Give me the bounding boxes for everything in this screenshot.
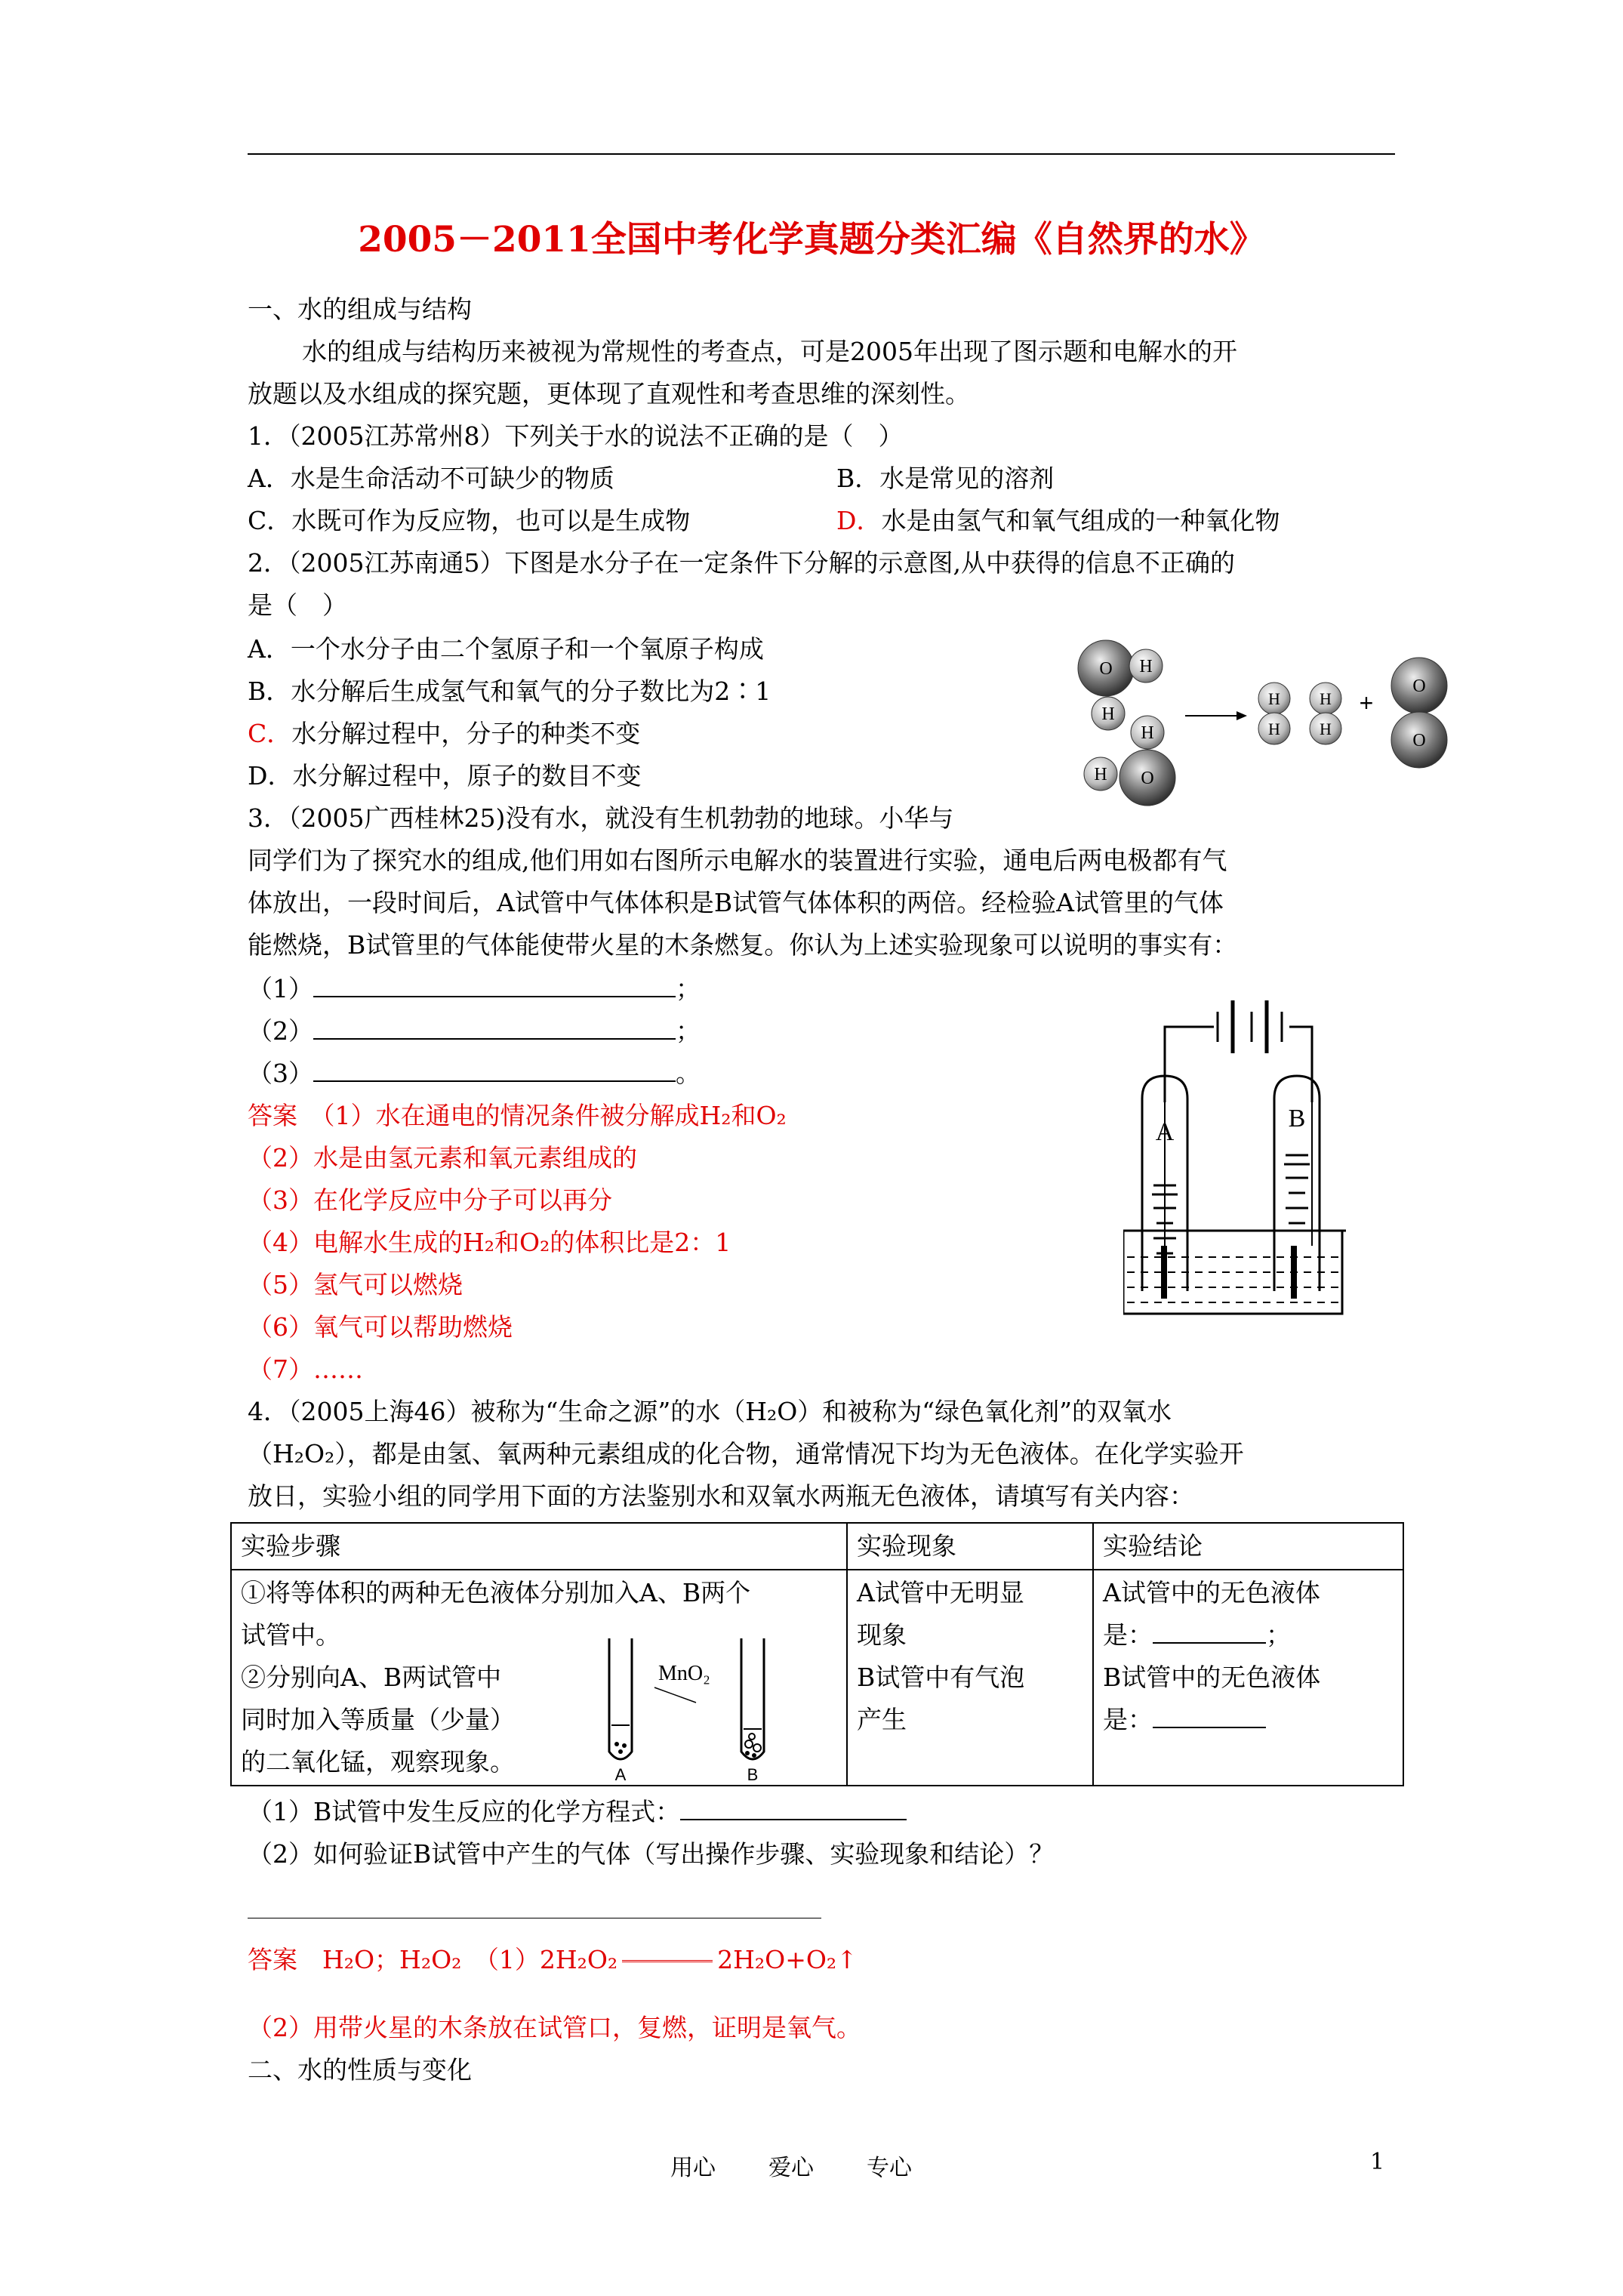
question-stem: 2．（2005江苏南通5）下图是水分子在一定条件下分解的示意图,从中获得的信息不正确的 xyxy=(248,548,1235,578)
step-text: 的二氧化锰，观察现象。 xyxy=(241,1747,515,1777)
question-stem: 同学们为了探究水的组成,他们用如右图所示电解水的装置进行实验，通电后两电极都有气 xyxy=(248,846,1227,875)
table-header: 实验结论 xyxy=(1093,1523,1403,1570)
option-c: C．水既可作为反应物，也可以是生成物 xyxy=(248,506,691,535)
phenomenon-cell xyxy=(847,1570,1093,1786)
atom-label: H xyxy=(1320,689,1332,708)
atom-label: H xyxy=(1101,704,1115,724)
fill-blank: （2） ； xyxy=(248,1016,701,1046)
answer-letter: C． xyxy=(248,719,292,748)
page-title: 2005－2011全国中考化学真题分类汇编《自然界的水》 xyxy=(358,219,1265,260)
question-stem: 4．（2005上海46）被称为“生命之源”的水（H₂O）和被称为“绿色氧化剂”的双氧水 xyxy=(248,1397,1172,1426)
answer-line: （2）用带火星的木条放在试管口，复燃，证明是氧气。 xyxy=(248,2013,861,2042)
atom-label: H xyxy=(1268,689,1280,708)
atom-label: H xyxy=(1139,657,1153,676)
tube-label: B xyxy=(1288,1105,1306,1133)
atom-label: O xyxy=(1141,769,1154,788)
question-stem: 1．（2005江苏常州8）下列关于水的说法不正确的是（ ） xyxy=(248,421,904,451)
step-text: ②分别向A、B两试管中 xyxy=(241,1663,502,1692)
question-stem: 是（ ） xyxy=(248,590,347,620)
atom-label: O xyxy=(1412,676,1426,696)
answer-blank[interactable] xyxy=(680,1798,907,1820)
reagent-label: MnO₂ xyxy=(658,1662,710,1685)
test-tube-b xyxy=(741,1638,764,1759)
answer-line: （3）在化学反应中分子可以再分 xyxy=(248,1185,612,1215)
experiment-table xyxy=(230,1522,1404,1786)
tube-label: A xyxy=(1155,1118,1175,1146)
step-text: ①将等体积的两种无色液体分别加入A、B两个 xyxy=(241,1578,751,1607)
page-number: 1 xyxy=(1370,2149,1385,2175)
conclusion-blank-line: 是： ； xyxy=(1103,1620,1291,1650)
option-a: A．一个水分子由二个氢原子和一个氧原子构成 xyxy=(248,634,764,664)
molecule-diagram xyxy=(1064,627,1472,815)
footer-motto: 专心 xyxy=(867,2155,912,2181)
atom-label: O xyxy=(1412,731,1426,750)
question-stem: 体放出，一段时间后，A试管中气体体积是B试管气体体积的两倍。经检验A试管里的气体 xyxy=(248,888,1224,917)
conclusion-cell xyxy=(1093,1570,1403,1786)
intro-line: 放题以及水组成的探究题，更体现了直观性和考查思维的深刻性。 xyxy=(248,379,970,408)
tube-label: B xyxy=(747,1765,759,1782)
phenomenon-text: B试管中有气泡 xyxy=(857,1663,1025,1692)
answer-blank[interactable] xyxy=(313,975,676,997)
intro-line: 水的组成与结构历来被视为常规性的考查点，可是2005年出现了图示题和电解水的开 xyxy=(302,337,1237,366)
question-stem: 3．（2005广西桂林25)没有水，就没有生机勃勃的地球。小华与 xyxy=(248,803,954,833)
phenomenon-text: 产生 xyxy=(857,1705,907,1734)
sub-question: （1）B试管中发生反应的化学方程式： xyxy=(248,1797,907,1827)
table-header: 实验步骤 xyxy=(231,1523,847,1570)
atom-label: H xyxy=(1094,765,1107,784)
answer-line: 答案 （1）水在通电的情况条件被分解成H₂和O₂ xyxy=(248,1101,787,1130)
step-text: 同时加入等质量（少量） xyxy=(241,1705,515,1734)
fill-blank: （1） ； xyxy=(248,974,701,1003)
header-rule xyxy=(248,153,1395,155)
tube-label: A xyxy=(614,1765,627,1782)
question-stem: 能燃烧，B试管里的气体能使带火星的木条燃复。你认为上述实验现象可以说明的事实有： xyxy=(248,930,1238,960)
answer-line: （2）水是由氢元素和氧元素组成的 xyxy=(248,1143,637,1173)
table-header: 实验现象 xyxy=(847,1523,1093,1570)
conclusion-text: B试管中的无色液体 xyxy=(1103,1663,1321,1692)
step-text: 试管中。 xyxy=(241,1620,340,1650)
question-stem: 放日，实验小组的同学用下面的方法鉴别水和双氧水两瓶无色液体，请填写有关内容： xyxy=(248,1481,1194,1511)
test-tube-a xyxy=(609,1638,632,1759)
phenomenon-text: A试管中无明显 xyxy=(857,1578,1024,1607)
arrow-head-icon xyxy=(1236,711,1247,720)
mno2-test-tubes xyxy=(587,1631,790,1782)
answer-blank[interactable] xyxy=(313,1017,676,1040)
electrode xyxy=(1161,1246,1167,1299)
atom-label: O xyxy=(1099,659,1113,679)
plus-sign: + xyxy=(1359,689,1374,717)
table-header-row xyxy=(231,1523,1403,1570)
option-b: B．水分解后生成氢气和氧气的分子数比为2∶1 xyxy=(248,676,771,706)
option-a: A．水是生命活动不可缺少的物质 xyxy=(248,464,614,493)
atom-label: H xyxy=(1141,723,1154,743)
atom-label: H xyxy=(1320,720,1332,738)
phenomenon-text: 现象 xyxy=(857,1620,907,1650)
table-row xyxy=(231,1570,1403,1786)
answer-line: 答案 H₂O；H₂O₂ （1）2H₂O₂ 2H₂O+O₂↑ xyxy=(248,1945,858,1974)
conclusion-blank-line: 是： xyxy=(1103,1699,1394,1741)
answer-line: （7）…… xyxy=(248,1354,363,1384)
option-d: D．水分解过程中，原子的数目不变 xyxy=(248,761,642,791)
answer-line: （4）电解水生成的H₂和O₂的体积比是2：1 xyxy=(248,1228,731,1257)
answer-line: （5）氢气可以燃烧 xyxy=(248,1270,463,1299)
conclusion-text: A试管中的无色液体 xyxy=(1103,1578,1320,1607)
footer-motto: 爱心 xyxy=(768,2155,814,2181)
steps-cell xyxy=(231,1570,847,1786)
answer-letter: D． xyxy=(836,506,882,535)
answer-blank[interactable] xyxy=(1153,1621,1266,1644)
question-stem: （H₂O₂），都是由氢、氧两种元素组成的化合物，通常情况下均为无色液体。在化学实验开 xyxy=(248,1439,1244,1469)
option-d xyxy=(836,506,1280,536)
sub-question: （2）如何验证B试管中产生的气体（写出操作步骤、实验现象和结论）？ xyxy=(248,1839,1055,1869)
section-heading: 一、水的组成与结构 xyxy=(248,294,472,324)
fill-blank: （3） 。 xyxy=(248,1059,701,1088)
option-c xyxy=(248,719,640,749)
option-text: 水分解过程中，分子的种类不变 xyxy=(291,719,641,748)
answer-blank[interactable] xyxy=(1153,1706,1266,1728)
option-text: 水是由氢气和氧气组成的一种氧化物 xyxy=(881,506,1280,535)
footer-motto: 用心 xyxy=(670,2155,716,2181)
answer-line: （6）氧气可以帮助燃烧 xyxy=(248,1312,513,1342)
atom-label: H xyxy=(1268,720,1280,738)
section-heading: 二、水的性质与变化 xyxy=(248,2055,472,2085)
electrolysis-apparatus xyxy=(1123,997,1350,1321)
answer-blank[interactable] xyxy=(313,1059,676,1082)
option-b: B．水是常见的溶剂 xyxy=(836,464,1055,493)
